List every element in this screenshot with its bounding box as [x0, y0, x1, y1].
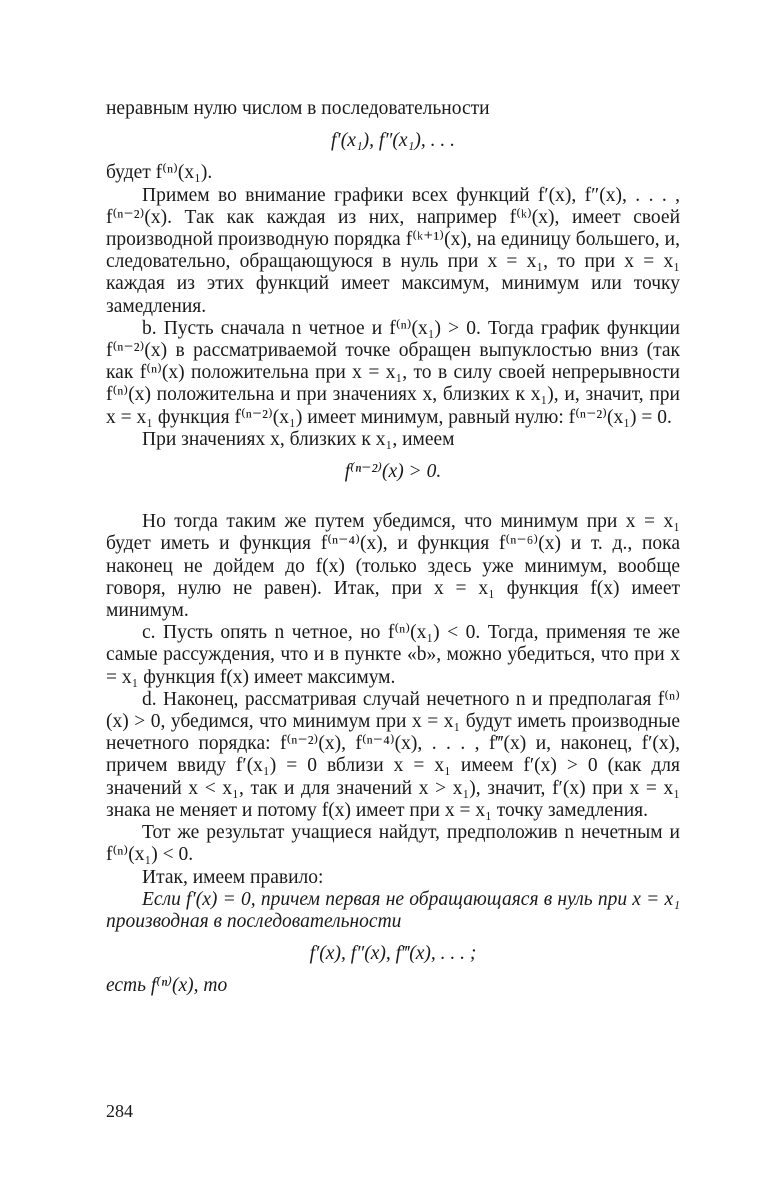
paragraph-rule-intro: Итак, имеем правило: — [142, 866, 324, 888]
paragraph-near-values: При значениях x, близких к x₁, имеем — [142, 428, 455, 450]
paragraph-case-c: c. Пусть опять n четное, но f⁽ⁿ⁾(x₁) < 0. Тогда, применяя те же самые рассуждения, что и в пункте «b», можно убедиться, что при x = x₁ функция f(x) имеет максимум. — [106, 622, 680, 688]
paragraph-graphs: Примем во внимание графики всех функций f′(x), f″(x), . . . , f⁽ⁿ⁻²⁾(x). Так как каждая из них, например f⁽ᵏ⁾(x), имеет своей производной производную порядка f⁽ᵏ⁺¹⁾(x), на единицу большего, и, следовательно, обращающуюся в нуль при x = x₁, то при x = x₁ каждая из этих функций имеет максимум, минимум или точку замедления. — [106, 184, 680, 317]
paragraph-same-result: Тот же результат учащиеся найдут, предположив n нечетным и f⁽ⁿ⁾(x₁) < 0. — [106, 822, 680, 866]
paragraph-case-b: b. Пусть сначала n четное и f⁽ⁿ⁾(x₁) > 0. Тогда график функции f⁽ⁿ⁻²⁾(x) в рассматриваемой точке обращен выпуклостью вниз (так как f⁽ⁿ⁾(x) положительна при x = x₁, то в силу своей непрерывности f⁽ⁿ⁾(x) положительна и при значениях x, близких к x₁), и, значит, при x = x₁ функция f⁽ⁿ⁻²⁾(x₁) имеет минимум, равный нулю: f⁽ⁿ⁻²⁾(x₁) = 0. — [106, 317, 680, 428]
page-number: 284 — [106, 1101, 133, 1121]
page-text — [106, 98, 680, 998]
formula-derivative-sequence: f′(x₁), f″(x₁), . . . — [331, 130, 455, 152]
paragraph-rule: Если f′(x) = 0, причем первая не обращающаяся в нуль при x = x₁ производная в последовательности — [106, 888, 680, 932]
paragraph-minimum: Но тогда таким же путем убедимся, что минимум при x = x₁ будет иметь и функция f⁽ⁿ⁻⁴⁾(x), и функция f⁽ⁿ⁻⁶⁾(x) и т. д., пока наконец не дойдем до f(x) (только здесь уже минимум, вообще говоря, нулю не равен). Итак, при x = x₁ функция f(x) имеет минимум. — [106, 511, 680, 622]
paragraph-case-d: d. Наконец, рассматривая случай нечетного n и предполагая f⁽ⁿ⁾(x) > 0, убедимся, что минимум при x = x₁ будут иметь производные нечетного порядка: f⁽ⁿ⁻²⁾(x), f⁽ⁿ⁻⁴⁾(x), . . . , f‴(x) и, наконец, f′(x), причем ввиду f′(x₁) = 0 вблизи x = x₁ имеем f′(x) > 0 (как для значений x < x₁, так и для значений x > x₁), значит, f′(x) при x = x₁ знака не меняет и потому f(x) имеет при x = x₁ точку замедления. — [106, 688, 680, 821]
text-line-1: неравным нулю числом в последовательности — [106, 98, 490, 119]
formula-positive: f⁽ⁿ⁻²⁾(x) > 0. — [344, 461, 442, 483]
paragraph-rule-end: есть f⁽ⁿ⁾(x), то — [106, 975, 228, 997]
text-line-2: будет f⁽ⁿ⁾(x₁). — [106, 162, 213, 184]
formula-rule-sequence: f′(x), f″(x), f‴(x), . . . ; — [309, 943, 477, 965]
